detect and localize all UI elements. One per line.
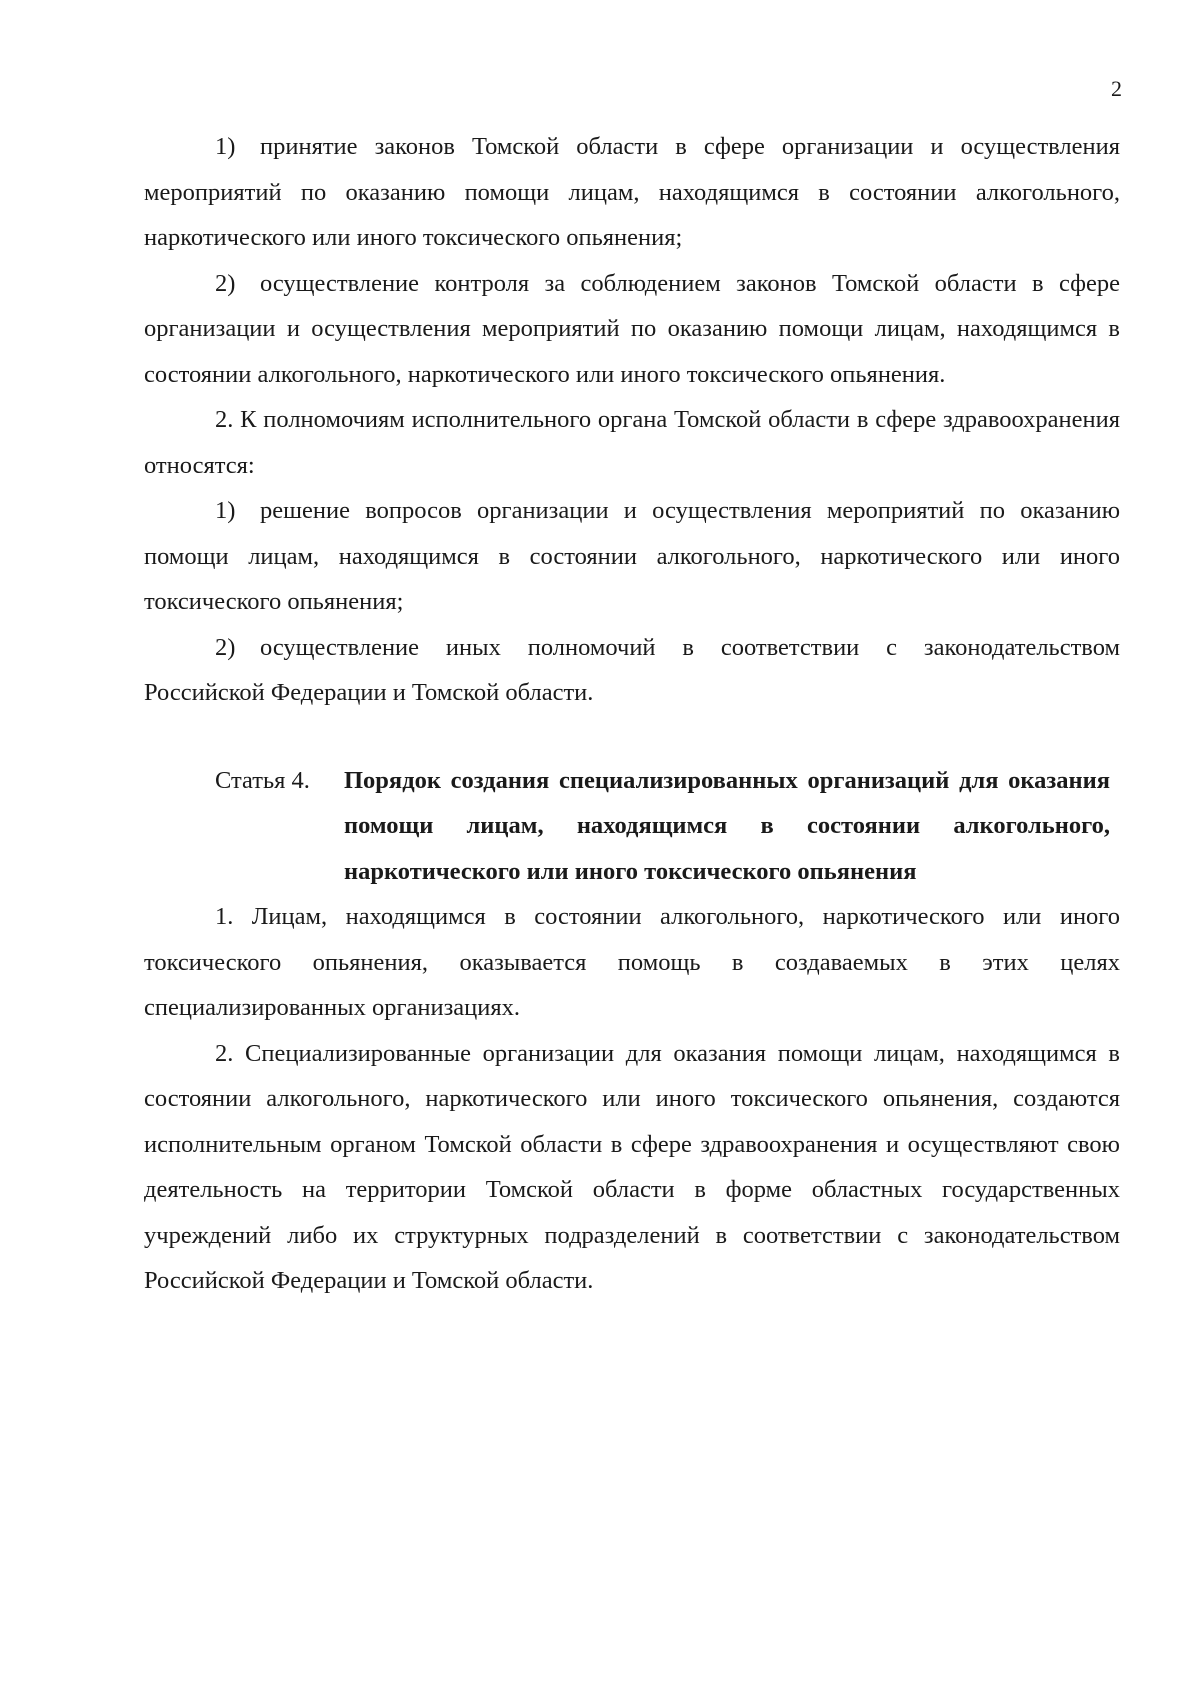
item-text: принятие законов Томской области в сфере организации и осуществления мероприятий по оказанию помощи лицам, находящимся в состоянии алкогольного, наркотического или иного токсического опьянения; (144, 133, 1120, 251)
paragraph-text: 1. Лицам, находящимся в состоянии алкогольного, наркотического или иного токсического опьянения, оказывается помощь в создаваемых в этих целях специализированных организациях. (144, 903, 1120, 1021)
item-number: 1) (215, 497, 236, 524)
paragraph (144, 397, 1120, 488)
item-text: осуществление контроля за соблюдением законов Томской области в сфере организации и осуществления мероприятий по оказанию помощи лицам, находящимся в состоянии алкогольного, наркотического или иного токсического опьянения. (144, 269, 1120, 388)
page-number: 2 (1111, 76, 1122, 101)
paragraph-text: 2. Специализированные организации для оказания помощи лицам, находящимся в состоянии алкогольного, наркотического или иного токсического опьянения, создаются исполнительным органом Томской области в сфере здравоохранения и осуществляют свою деятельность на территории Томской области в форме областных государственных учреждений либо их структурных подразделений в соответствии с законодательством Российской Федерации и Томской области. (144, 1039, 1120, 1294)
article-heading (215, 758, 1120, 895)
item-number: 2) (215, 633, 236, 661)
item-text: решение вопросов организации и осуществления мероприятий по оказанию помощи лицам, находящимся в состоянии алкогольного, наркотического или иного токсического опьянения; (144, 497, 1120, 615)
item-number: 2) (215, 269, 236, 297)
item-text: осуществление иных полномочий в соответствии с законодательством Российской Федерации и Томской области. (144, 633, 1120, 706)
article-title: Порядок создания специализированных организаций для оказания помощи лицам, находящимся в состоянии алкогольного, наркотического или иного токсического опьянения (344, 766, 1110, 885)
paragraph (144, 1031, 1120, 1304)
list-item (144, 625, 1120, 716)
paragraph (144, 894, 1120, 1031)
item-number: 1) (215, 133, 236, 160)
list-item (144, 488, 1120, 625)
paragraph-text: 2. К полномочиям исполнительного органа Томской области в сфере здравоохранения относятся: (144, 406, 1120, 479)
list-item (144, 124, 1120, 261)
article-label: Статья 4. (215, 766, 310, 794)
document-body (144, 124, 1120, 1304)
list-item (144, 261, 1120, 398)
